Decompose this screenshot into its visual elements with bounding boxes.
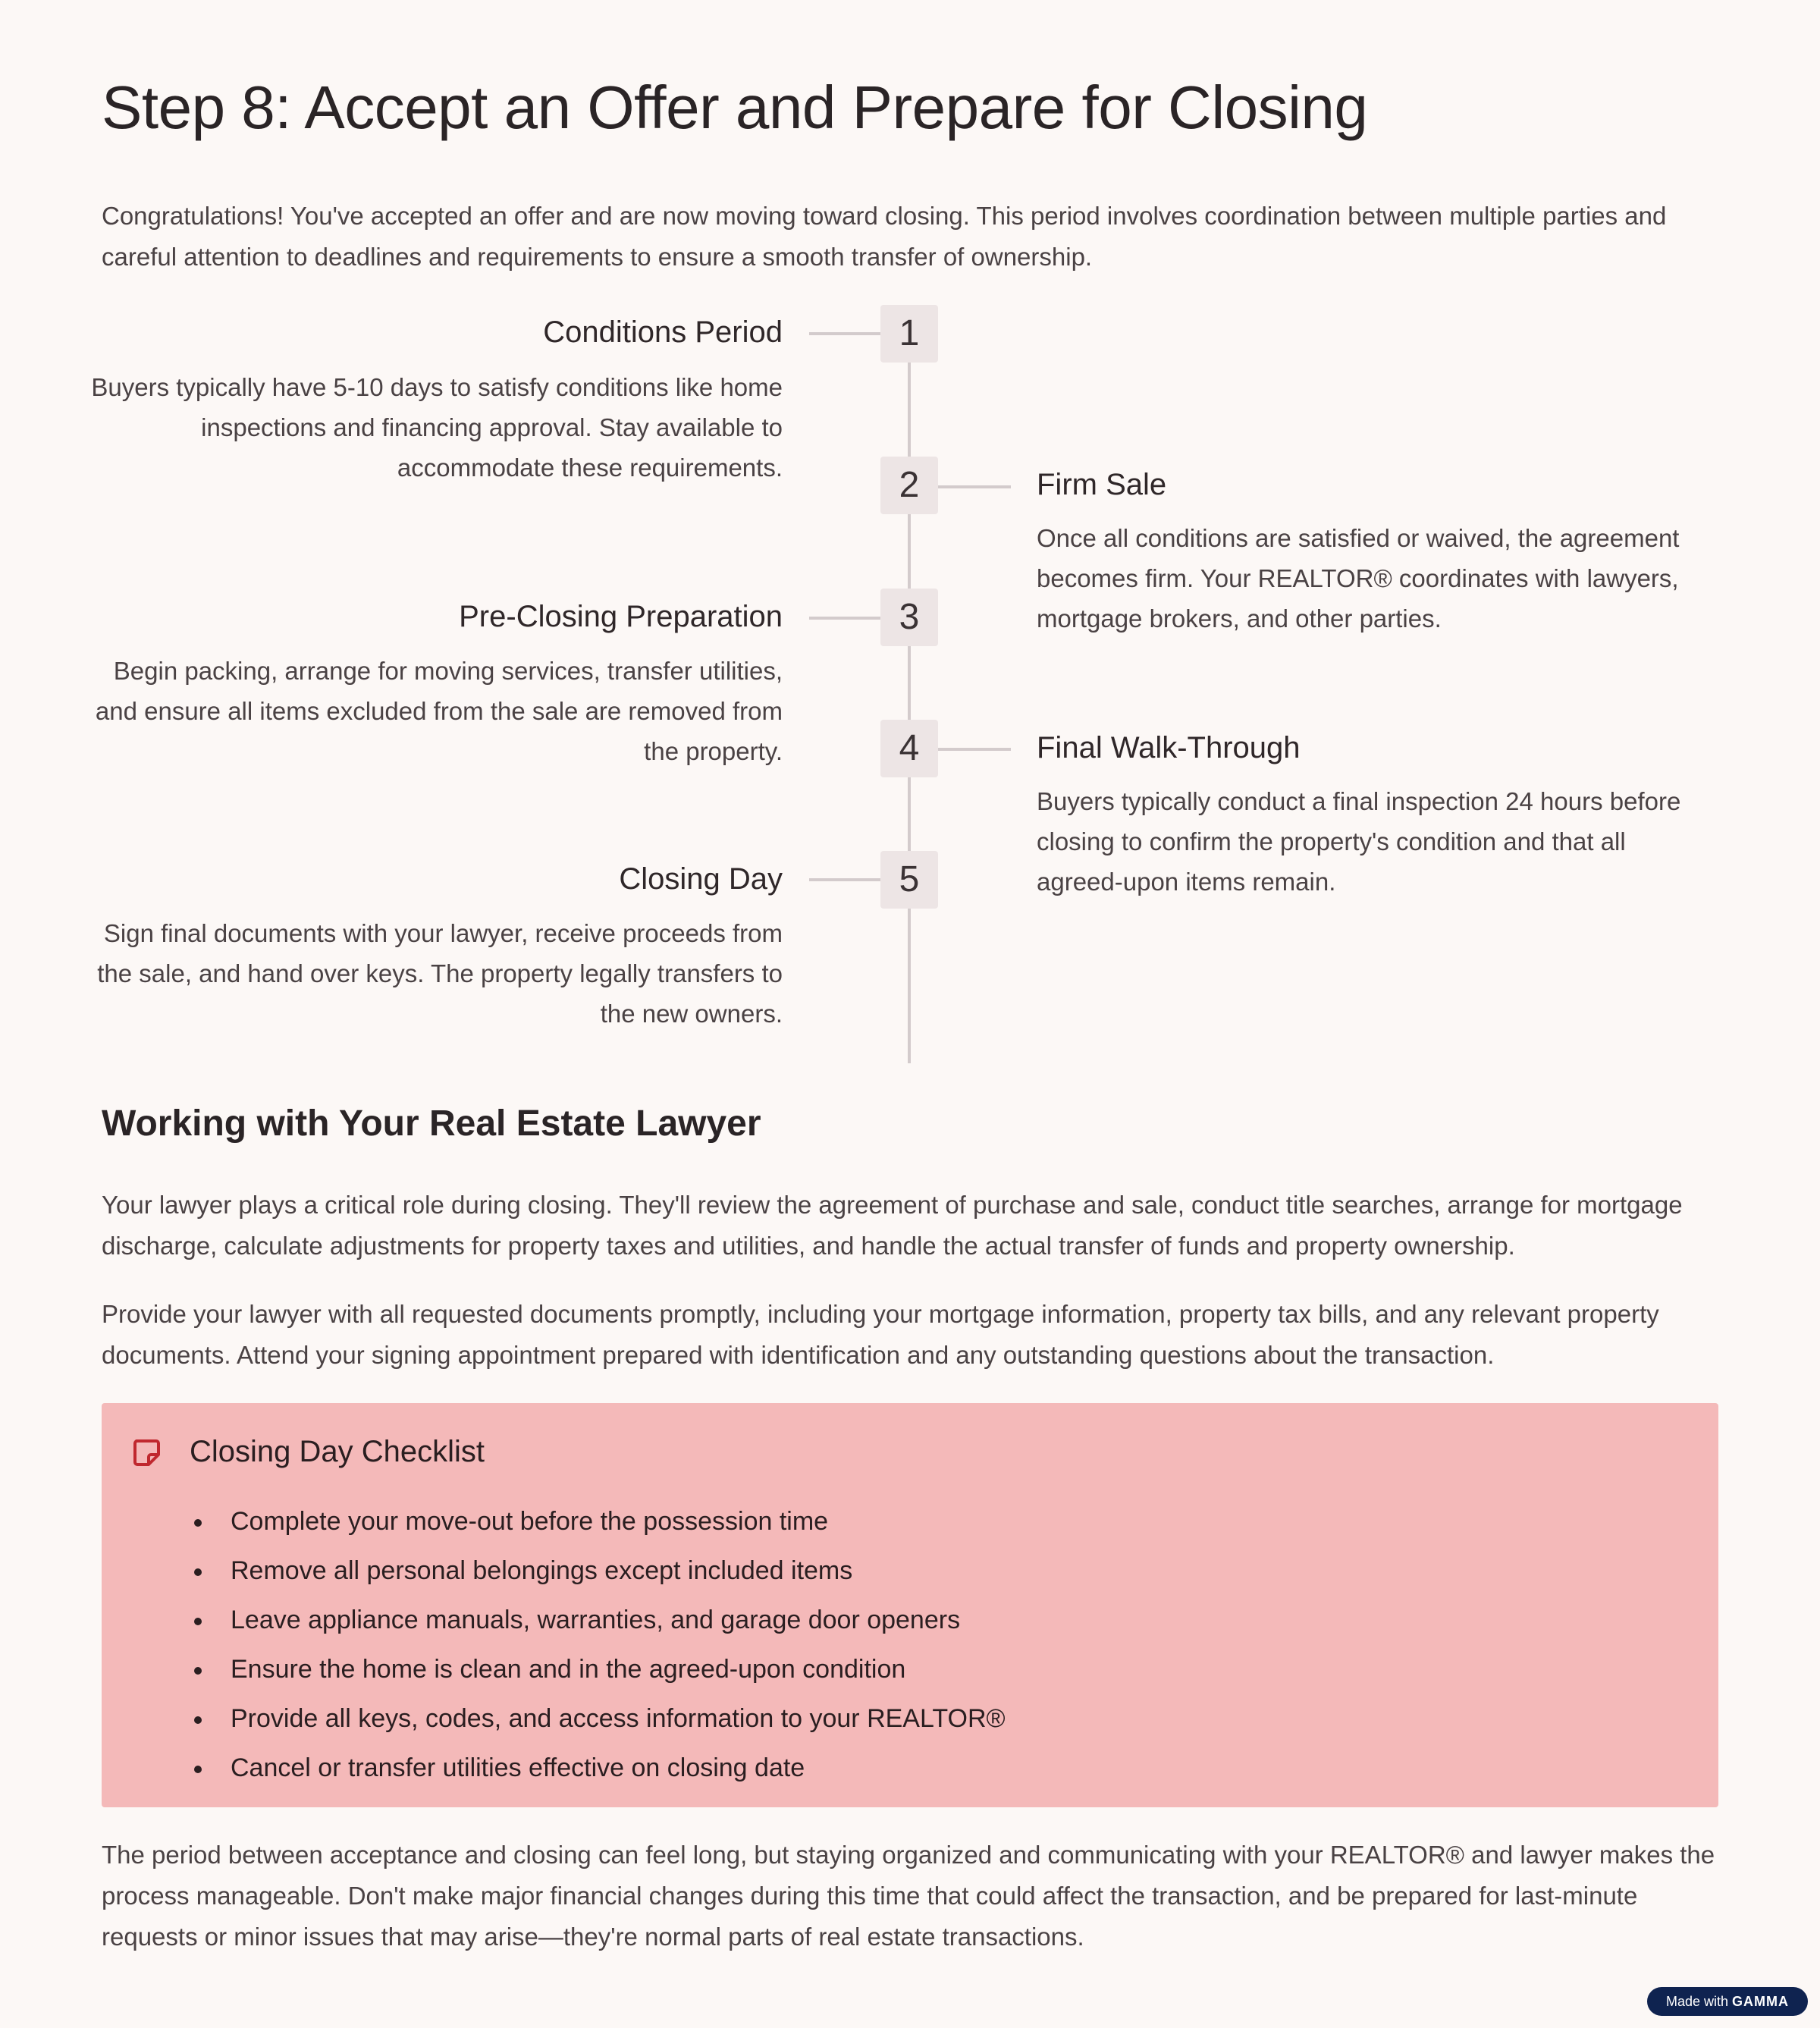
badge-prefix: Made with xyxy=(1665,1994,1729,2009)
checklist-item: Complete your move-out before the possession time xyxy=(190,1497,1006,1546)
intro-paragraph: Congratulations! You've accepted an offer and are now moving toward closing. This period involves coordination between multiple parties and careful attention to deadlines and requirements to ensure a smooth transfer of ownership. xyxy=(102,202,1667,271)
checklist-list xyxy=(190,1497,1006,1793)
step-number: 3 xyxy=(880,589,938,646)
step-description: Buyers typically conduct a final inspection 24 hours before closing to confirm the property's condition and that all agreed-upon items remain. xyxy=(1037,787,1681,896)
checklist-item: Cancel or transfer utilities effective on closing date xyxy=(190,1744,1006,1793)
step-description: Buyers typically have 5-10 days to satisfy conditions like home inspections and financing approval. Stay available to accommodate these requirements. xyxy=(91,373,783,482)
lawyer-paragraph-2: Provide your lawyer with all requested documents promptly, including your mortgage information, property tax bills, and any relevant property documents. Attend your signing appointment prepared with identification and any outstanding questions about the transaction. xyxy=(102,1300,1659,1369)
section-heading: Working with Your Real Estate Lawyer xyxy=(102,1103,761,1144)
closing-paragraph: The period between acceptance and closing can feel long, but staying organized and communicating with your REALTOR® and lawyer makes the process manageable. Don't make major financial changes during this time that could affect the transaction, and be prepared for last-minute requests or minor issues that may arise—they're normal parts of real estate transactions. xyxy=(102,1841,1715,1951)
made-with-gamma-badge[interactable] xyxy=(1647,1987,1808,2016)
checklist-callout xyxy=(102,1403,1718,1807)
timeline-connector xyxy=(809,332,882,335)
lawyer-paragraph-1: Your lawyer plays a critical role during closing. They'll review the agreement of purchase and sale, conduct title searches, arrange for mortgage discharge, calculate adjustments for property taxes and utilities, and handle the actual transfer of funds and property ownership. xyxy=(102,1191,1683,1260)
step-title: Conditions Period xyxy=(543,316,783,349)
step-number: 4 xyxy=(880,720,938,777)
step-description: Once all conditions are satisfied or waived, the agreement becomes firm. Your REALTOR® coordinates with lawyers, mortgage brokers, and other parties. xyxy=(1037,524,1680,633)
timeline-connector xyxy=(809,878,882,881)
timeline-connector xyxy=(938,748,1011,751)
checklist-item: Ensure the home is clean and in the agreed-upon condition xyxy=(190,1645,1006,1694)
timeline-line xyxy=(908,334,911,1063)
timeline-connector xyxy=(938,485,1011,488)
step-title: Pre-Closing Preparation xyxy=(459,600,783,633)
step-title: Closing Day xyxy=(619,862,783,896)
timeline-connector xyxy=(809,617,882,620)
step-number: 5 xyxy=(880,851,938,909)
checklist-item: Remove all personal belongings except included items xyxy=(190,1546,1006,1596)
checklist-item: Provide all keys, codes, and access information to your REALTOR® xyxy=(190,1694,1006,1744)
page-title: Step 8: Accept an Offer and Prepare for Closing xyxy=(102,74,1368,141)
step-title: Firm Sale xyxy=(1037,468,1167,501)
checklist-item: Leave appliance manuals, warranties, and garage door openers xyxy=(190,1596,1006,1645)
step-description: Sign final documents with your lawyer, receive proceeds from the sale, and hand over keys. The property legally transfers to the new owners. xyxy=(97,919,783,1028)
step-number: 2 xyxy=(880,457,938,514)
checklist-title: Closing Day Checklist xyxy=(190,1435,485,1468)
step-description: Begin packing, arrange for moving services, transfer utilities, and ensure all items excluded from the sale are removed from the property. xyxy=(95,657,783,765)
note-icon xyxy=(132,1438,161,1467)
step-number: 1 xyxy=(880,305,938,363)
badge-brand: GAMMA xyxy=(1732,1994,1790,2009)
step-title: Final Walk-Through xyxy=(1037,731,1301,764)
